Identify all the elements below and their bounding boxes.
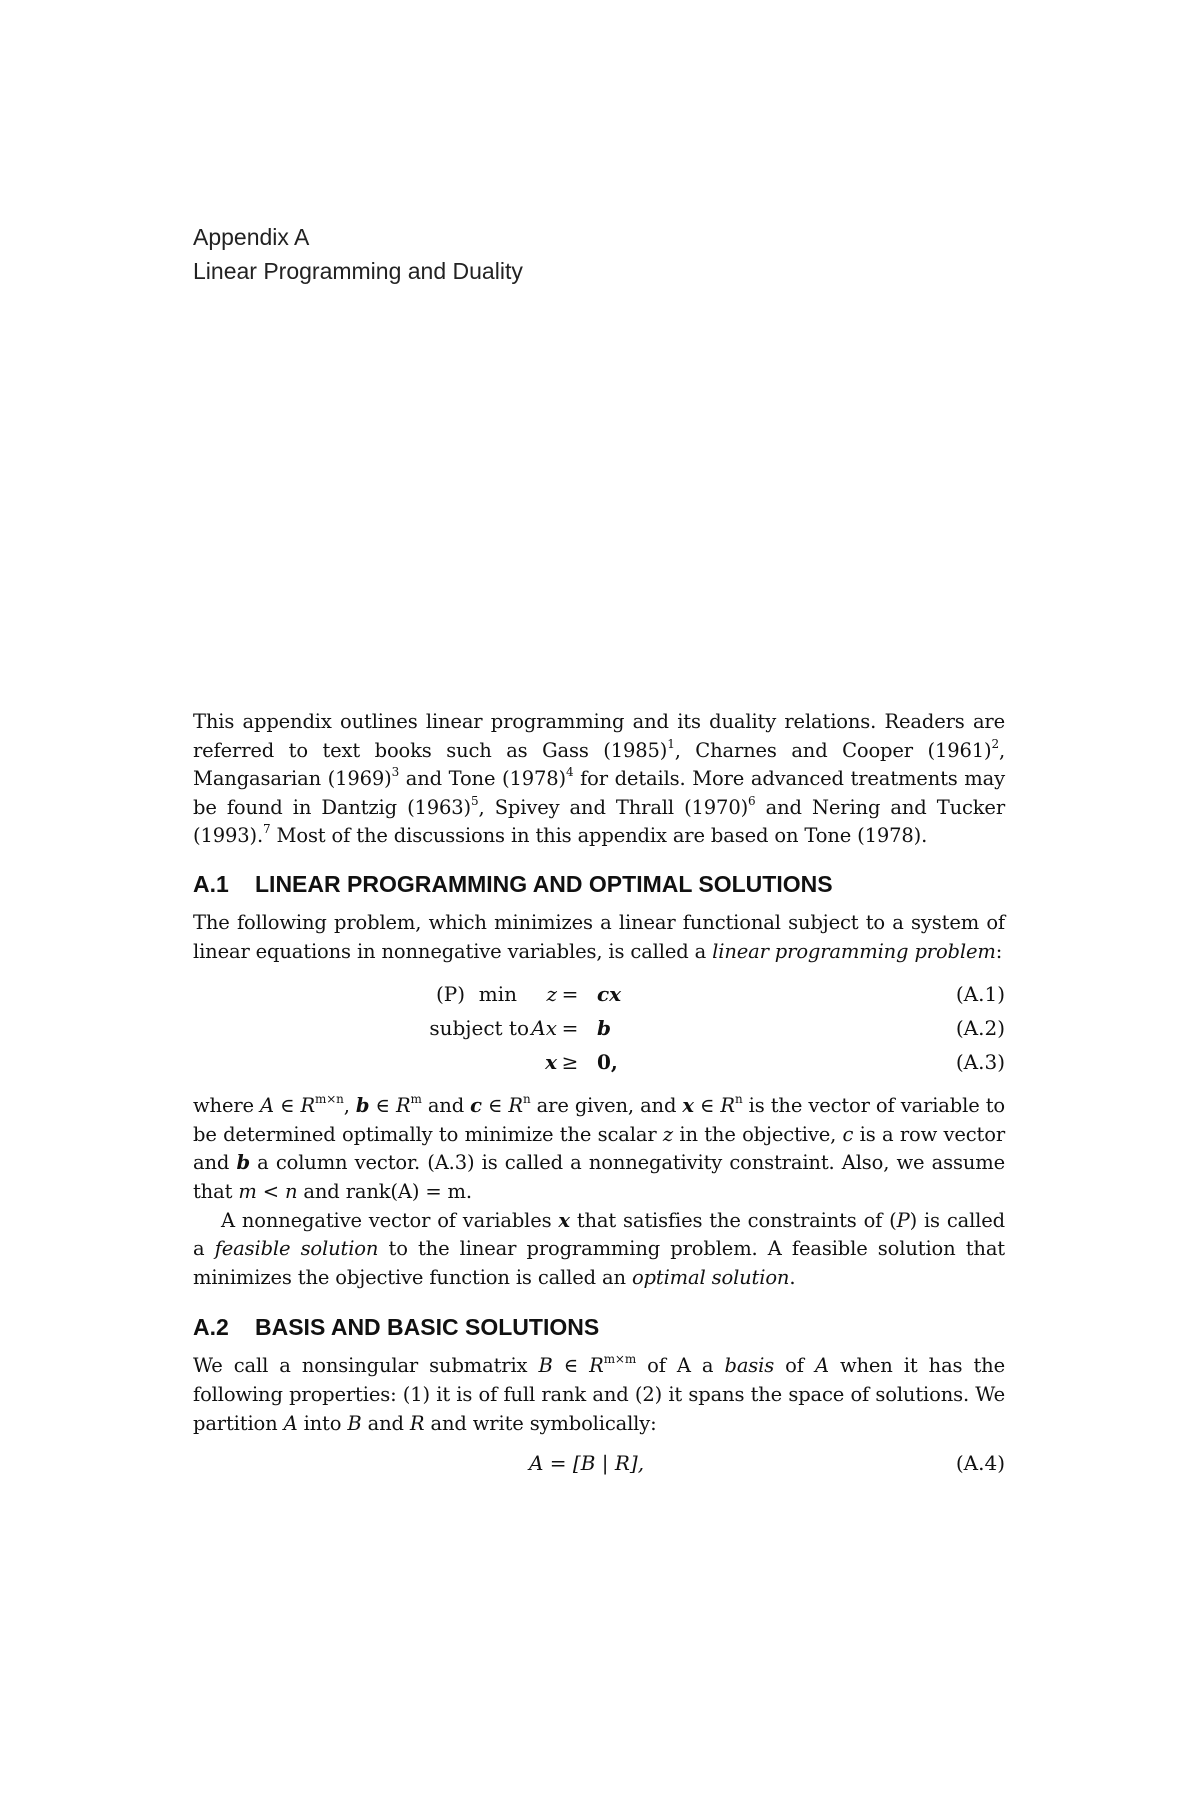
intro-paragraph: This appendix outlines linear programming and its duality relations. Readers are referred to text books such as Gass $(1985)^1$, Charnes and Cooper $(1961)^2$, Mangasarian $(1969)^3$ and Tone $(1978)^4$ for details. More advanced treatments may be found in Dantzig $(1963)^5$, Spivey and Thrall $(1970)^6$ and Nering and Tucker (1993).$^7$ Most of the discussions in this appendix are based on Tone (1978). xyxy=(193,710,1005,848)
footnote-ref: 1 xyxy=(667,736,675,751)
section-title: BASIS AND BASIC SOLUTIONS xyxy=(255,1314,600,1341)
section1-paragraph-2: where A ∈ $R^{m\times n}$, b ∈ $R^m$ and c ∈ $R^n$ are given, and x ∈ $R^n$ is the vector of variable to be determined optimally to minimize the scalar z in the objective, c is a row vector and b a column vector. (A.3) is called a nonnegativity constraint. Also, we assume that m < n and rank(A) = m. xyxy=(193,1092,1005,1203)
equation-a1: (P) min z = cx (A.1) xyxy=(193,978,1005,1010)
footnote-ref: 7 xyxy=(263,822,271,837)
section-number: A.1 xyxy=(193,870,229,897)
footnote-ref: 2 xyxy=(991,736,999,751)
equation-a2: subject to Ax = b (A.2) xyxy=(193,1012,1005,1044)
section-number: A.2 xyxy=(193,1314,229,1341)
equation-number: (A.2) xyxy=(955,1016,1005,1041)
body-text xyxy=(193,708,1005,1480)
section1-paragraph-1: The following problem, which minimizes a linear functional subject to a system of linear equations in nonnegative variables, is called a linear programming problem: xyxy=(193,910,1005,963)
footnote-ref: 3 xyxy=(391,765,400,780)
chapter-label: Appendix A xyxy=(193,224,310,250)
section-heading-a2 xyxy=(193,1312,1005,1342)
section1-paragraph-3: A nonnegative vector of variables x that satisfies the constraints of (P) is called a feasible solution to the linear programming problem. A feasible solution that minimizes the objective function is called an optimal solution. xyxy=(193,1208,1005,1289)
equation-a4 xyxy=(193,1446,1005,1480)
section-heading-a1 xyxy=(193,869,1005,899)
section-title: LINEAR PROGRAMMING AND OPTIMAL SOLUTIONS xyxy=(255,870,833,897)
equation-block-lp xyxy=(193,978,1005,1082)
footnote-ref: 6 xyxy=(748,793,756,808)
chapter-heading xyxy=(193,220,523,288)
equation-expression: A = [B | R], xyxy=(529,1451,645,1476)
term-optimal-solution: optimal solution xyxy=(631,1265,790,1289)
equation-number: (A.1) xyxy=(955,982,1005,1007)
equation-number: (A.4) xyxy=(955,1451,1005,1476)
equation-a3: x ≥ 0, (A.3) xyxy=(193,1046,1005,1078)
footnote-ref: 5 xyxy=(471,793,479,808)
term-feasible-solution: feasible solution xyxy=(214,1237,379,1261)
section2-paragraph-1: We call a nonsingular submatrix B ∈ $R^{m\times m}$ of A a basis of A when it has the following properties: (1) it is of full rank and (2) it spans the space of solutions. We partition A into B and R and write symbolically: xyxy=(193,1352,1005,1435)
equation-number: (A.3) xyxy=(955,1050,1005,1075)
chapter-title: Linear Programming and Duality xyxy=(193,258,523,284)
term-basis: basis xyxy=(724,1354,775,1378)
footnote-ref: 4 xyxy=(565,765,574,780)
term-linear-programming-problem: linear programming problem xyxy=(712,939,996,963)
